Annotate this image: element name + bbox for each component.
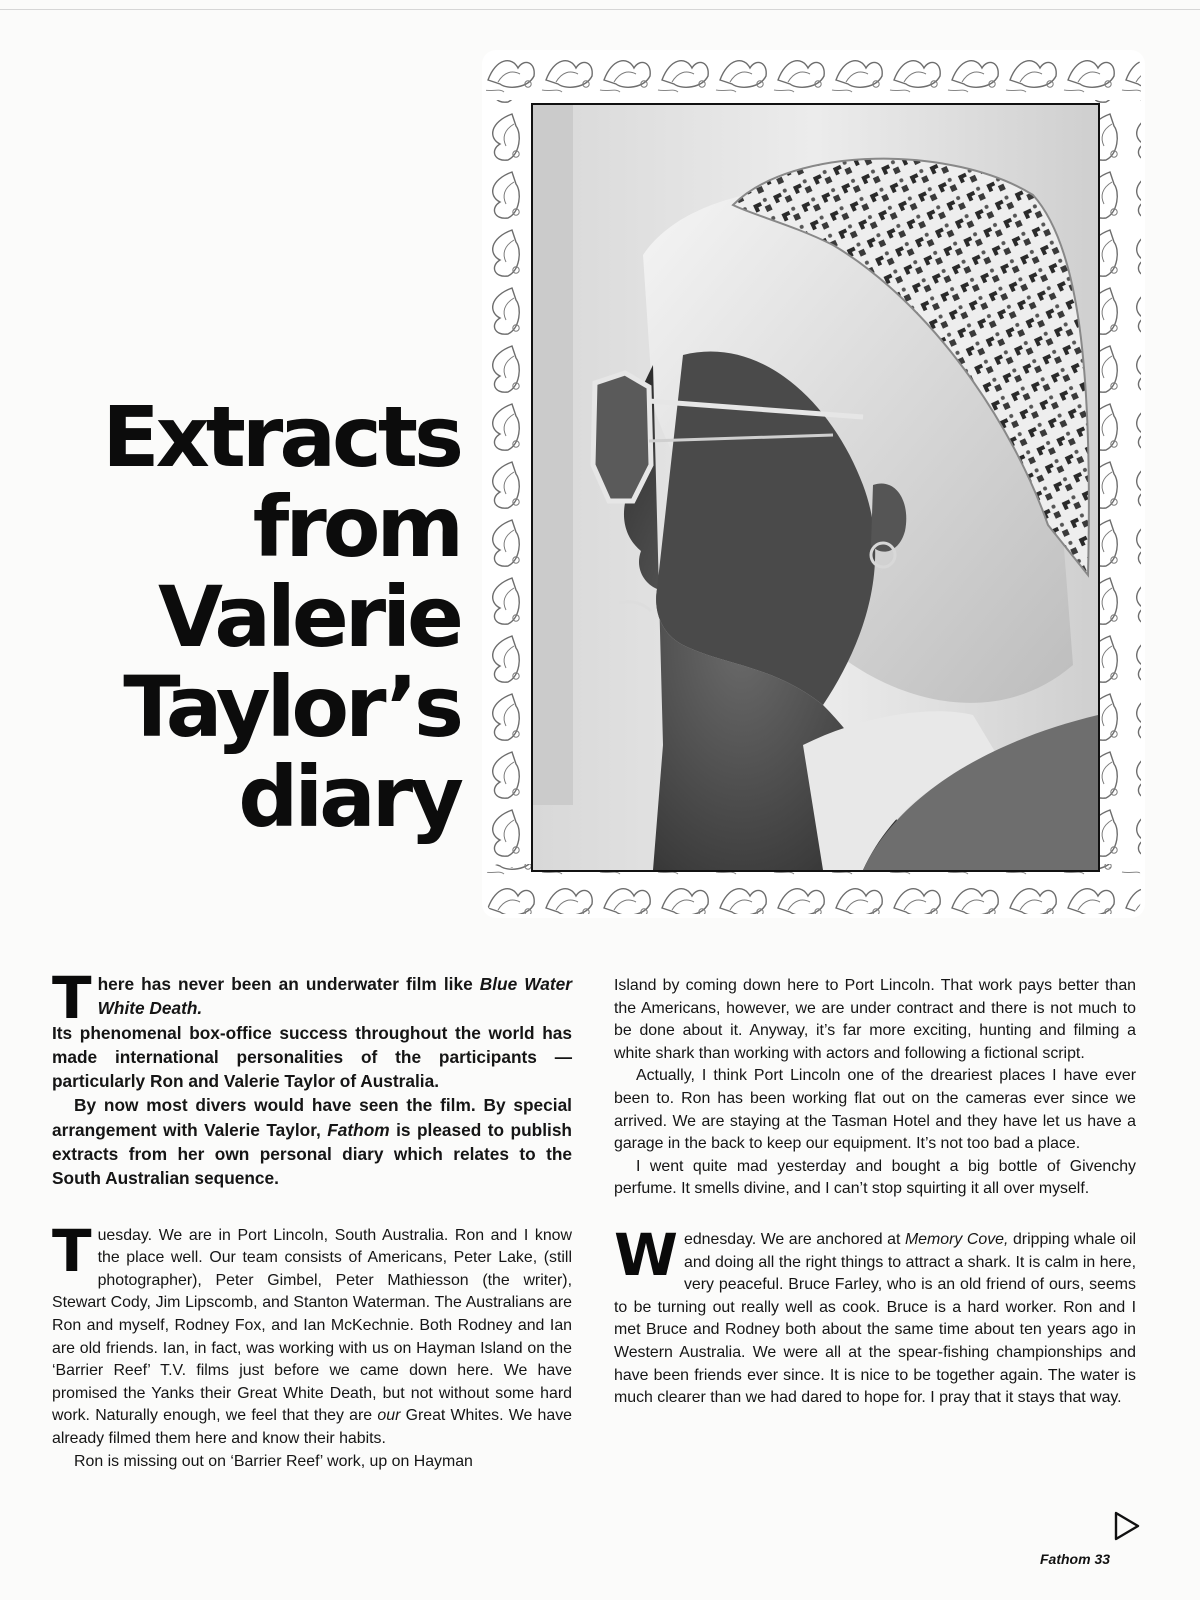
intro-paragraph: Its phenomenal box-office success throughout the world has made international personalities of the participants — particularly Ron and Valerie Taylor of Australia. [52, 1022, 572, 1092]
intro-text: here has never been an underwater film like [97, 974, 480, 994]
intro-text: By now most divers would have seen the film. By special arrangement with Valerie Taylor, [52, 1095, 572, 1140]
spacer [52, 1191, 572, 1225]
film-title: Blue Water White Death. [97, 974, 572, 1019]
drop-cap: W [614, 1220, 678, 1289]
intro-paragraph [52, 964, 572, 1032]
diary-paragraph [52, 1216, 573, 1451]
intro-paragraph [52, 1093, 572, 1190]
headline-line: from [252, 478, 460, 576]
diary-text: Great Whites. We have already filmed them here and know their habits. [52, 1407, 573, 1448]
right-column [614, 975, 1136, 1410]
portrait-photo-icon [533, 105, 1098, 870]
triangle-arrow-right-icon [1113, 1510, 1141, 1542]
place-name: Memory Cove, [904, 1230, 1009, 1248]
diary-paragraph: I went quite mad yesterday and bought a big bottle of Givenchy perfume. It smells divine, and I can’t stop squirting it all over myself. [614, 1157, 1136, 1198]
drop-cap: T [52, 964, 92, 1032]
diary-paragraph: Ron is missing out on ‘Barrier Reef’ work, up on Hayman [74, 1452, 473, 1470]
headline [90, 388, 460, 846]
spacer [614, 1201, 1136, 1229]
left-column [52, 964, 573, 1473]
diary-text: dripping whale oil and doing all the right things to attract a shark. It is calm in here, very peaceful. Bruce Farley, who is an old friend of ours, seems to be turning out really well as cook. Bruce is a hard worker. Ron and I met Bruce and Rodney both about the same time about ten years ago in Western Australia. We were all at the spear-fishing championships and have been friends ever since. It is nice to be together again. The water is much clearer than we had dared to hope for. I pray that it stays that way. [614, 1230, 1137, 1407]
diary-paragraph [614, 1220, 1137, 1410]
intro [52, 964, 572, 1191]
diary-paragraph: Island by coming down here to Port Lincoln. That work pays better than the Americans, however, we are under contract and there is not much to be done about it. Anyway, it’s far more exciting, hunting and filming a white shark than working with actors and following a fictional script. [614, 977, 1136, 1062]
portrait-photo [531, 103, 1100, 872]
headline-line: Valerie [157, 568, 460, 666]
magazine-name: Fathom [327, 1119, 390, 1140]
top-rule [0, 9, 1200, 10]
intro-text: is pleased to publish extracts from her own personal diary which relates to the South Australian sequence. [52, 1119, 572, 1189]
diary-text: ednesday. We are anchored at [683, 1230, 905, 1248]
diary-paragraph: Actually, I think Port Lincoln one of the dreariest places I have ever been to. Ron has been working flat out on the cameras ever since we arrived. We are staying at the Tasman Hotel and they have let us have a garage in the back to keep our equipment. It’s not too bad a place. [614, 1067, 1136, 1153]
headline-line: Extracts [102, 388, 460, 486]
diary-emphasis: our [377, 1407, 401, 1425]
page-folio: Fathom 33 [1040, 1551, 1111, 1567]
diary-text: uesday. We are in Port Lincoln, South Australia. Ron and I know the place well. Our team consists of Americans, Peter Lake, (still photographer), Peter Gimbel, Peter Mathiesson (the writer), Stewart Cody, Jim Lipscomb, and Stanton Waterman. The Australians are Ron and myself, Rodney Fox, and Ian McKechnie. Both Rodney and Ian are old friends. Ian, in fact, was working with us on Hayman Island on the ‘Barrier Reef’ T.V. films just before we came down here. We have promised the Yanks their Great White Death, but not without some hard work. Naturally enough, we feel that they are [52, 1226, 572, 1425]
headline-line: Taylor’s [123, 658, 460, 756]
headline-line: diary [238, 748, 460, 846]
drop-cap: T [52, 1216, 92, 1285]
